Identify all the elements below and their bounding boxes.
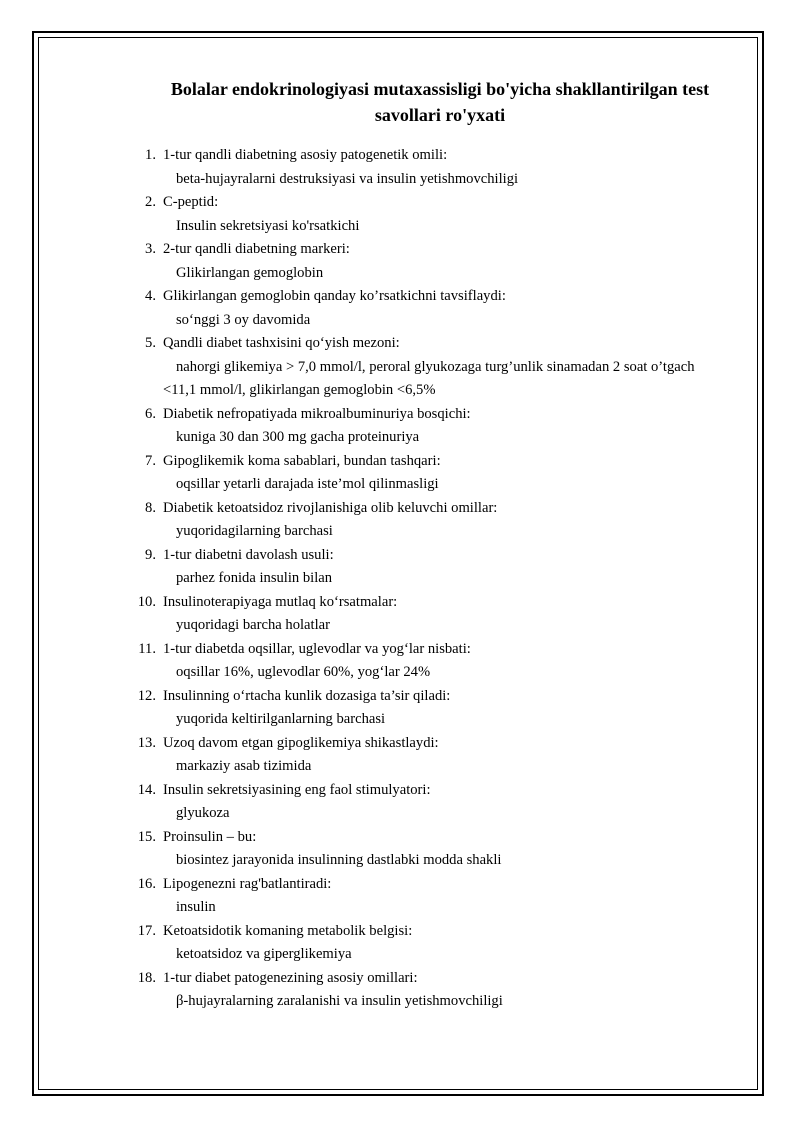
answer-text: nahorgi glikemiya > 7,0 mmol/l, peroral glyukozaga turg’unlik sinamadan 2 soat o’tgach <11,1 mmol/l, glikirlangan gemoglobin <6,5% (163, 358, 695, 398)
answer-line (163, 309, 718, 333)
question-text: Diabetik nefropatiyada mikroalbuminuriya bosqichi: (163, 405, 471, 422)
question-number: 2. (145, 194, 156, 210)
answer-text: biosintez jarayonida insulinning dastlabki modda shakli (176, 852, 502, 868)
question-text: 1-tur qandli diabetning asosiy patogenetik omili: (163, 147, 448, 163)
list-item (118, 403, 718, 450)
question-text: 1-tur diabet patogenezining asosiy omillari: (163, 969, 418, 986)
list-item (118, 967, 718, 1014)
answer-text: yuqorida keltirilganlarning barchasi (176, 711, 386, 727)
answer-text: yuqoridagi barcha holatlar (176, 617, 330, 633)
question-number: 1. (145, 147, 156, 163)
question-number: 5. (145, 335, 156, 351)
answer-text: so‘nggi 3 oy davomida (176, 311, 311, 328)
list-item (118, 544, 718, 591)
question-text: Proinsulin – bu: (163, 828, 257, 845)
answer-text: kuniga 30 dan 300 mg gacha proteinuriya (176, 429, 420, 445)
answer-text: Insulin sekretsiyasi ko'rsatkichi (176, 217, 360, 234)
question-text: Ketoatsidotik komaning metabolik belgisi: (163, 922, 413, 939)
list-item (118, 920, 718, 967)
question-number: 10. (137, 593, 156, 610)
answer-line (163, 356, 718, 403)
question-text: 1-tur diabetni davolash usuli: (163, 546, 334, 563)
question-text: Glikirlangan gemoglobin qanday ko’rsatkichni tavsiflaydi: (163, 288, 506, 304)
list-item (118, 826, 718, 873)
answer-text: markaziy asab tizimida (176, 758, 312, 774)
question-text: Diabetik ketoatsidoz rivojlanishiga olib keluvchi omillar: (163, 499, 498, 516)
question-number: 11. (138, 640, 156, 657)
question-number: 17. (137, 922, 156, 939)
title-line-1: Bolalar endokrinologiyasi mutaxassisligi bo'yicha shakllantirilgan test (170, 79, 710, 99)
answer-line (163, 614, 718, 638)
question-list (118, 144, 718, 1014)
answer-line (163, 215, 718, 239)
question-text: 1-tur diabetda oqsillar, uglevodlar va yog‘lar nisbati: (163, 640, 471, 657)
question-number: 18. (137, 969, 156, 986)
list-item (118, 638, 718, 685)
answer-line (163, 473, 718, 497)
list-item (118, 779, 718, 826)
question-text: C-peptid: (163, 194, 219, 210)
answer-text: parhez fonida insulin bilan (176, 570, 333, 586)
answer-line (163, 802, 718, 826)
question-text: 2-tur qandli diabetning markeri: (163, 241, 350, 257)
question-number: 6. (145, 405, 156, 422)
answer-line (163, 661, 718, 685)
question-text: Insulinning o‘rtacha kunlik dozasiga ta’sir qiladi: (163, 687, 451, 704)
question-text: Lipogenezni rag'batlantiradi: (163, 875, 332, 892)
answer-text: oqsillar 16%, uglevodlar 60%, yog‘lar 24% (176, 664, 431, 680)
question-number: 15. (137, 828, 156, 845)
answer-text: glyukoza (176, 805, 230, 821)
list-item (118, 332, 718, 403)
answer-line (163, 708, 718, 732)
question-number: 9. (145, 546, 156, 563)
question-text: Qandli diabet tashxisini qo‘yish mezoni: (163, 335, 400, 351)
question-text: Insulin sekretsiyasining eng faol stimulyatori: (163, 781, 431, 798)
question-text: Uzoq davom etgan gipoglikemiya shikastlaydi: (163, 734, 439, 751)
answer-text: oqsillar yetarli darajada iste’mol qilinmasligi (176, 476, 439, 492)
list-item (118, 285, 718, 332)
question-number: 16. (137, 875, 156, 892)
title-line-2: savollari ro'yxati (374, 105, 506, 125)
question-number: 13. (137, 734, 156, 751)
list-item (118, 238, 718, 285)
answer-line (163, 567, 718, 591)
list-item (118, 450, 718, 497)
question-number: 3. (145, 241, 156, 257)
list-item (118, 873, 718, 920)
list-item (118, 144, 718, 191)
answer-line (163, 896, 718, 920)
list-item (118, 685, 718, 732)
answer-line (163, 520, 718, 544)
question-text: Gipoglikemik koma sabablari, bundan tashqari: (163, 452, 441, 469)
answer-line (163, 426, 718, 450)
question-number: 8. (145, 499, 156, 516)
answer-text: Glikirlangan gemoglobin (176, 264, 324, 281)
answer-line (163, 943, 718, 967)
answer-line (163, 849, 718, 873)
answer-text: yuqoridagilarning barchasi (176, 523, 333, 539)
answer-text: beta-hujayralarni destruksiyasi va insulin yetishmovchiligi (176, 170, 519, 187)
answer-line (163, 168, 718, 192)
answer-line (163, 990, 718, 1014)
answer-text: insulin (176, 899, 216, 915)
answer-text: ketoatsidoz va giperglikemiya (176, 946, 352, 962)
question-number: 4. (145, 288, 156, 304)
question-number: 7. (145, 452, 156, 469)
list-item (118, 191, 718, 238)
answer-text: β-hujayralarning zaralanishi va insulin yetishmovchiligi (176, 993, 503, 1009)
list-item (118, 591, 718, 638)
document-title (140, 76, 740, 128)
list-item (118, 732, 718, 779)
question-number: 12. (137, 687, 156, 704)
list-item (118, 497, 718, 544)
answer-line (163, 755, 718, 779)
question-text: Insulinoterapiyaga mutlaq ko‘rsatmalar: (163, 593, 398, 610)
answer-line (163, 262, 718, 286)
question-number: 14. (137, 781, 156, 798)
